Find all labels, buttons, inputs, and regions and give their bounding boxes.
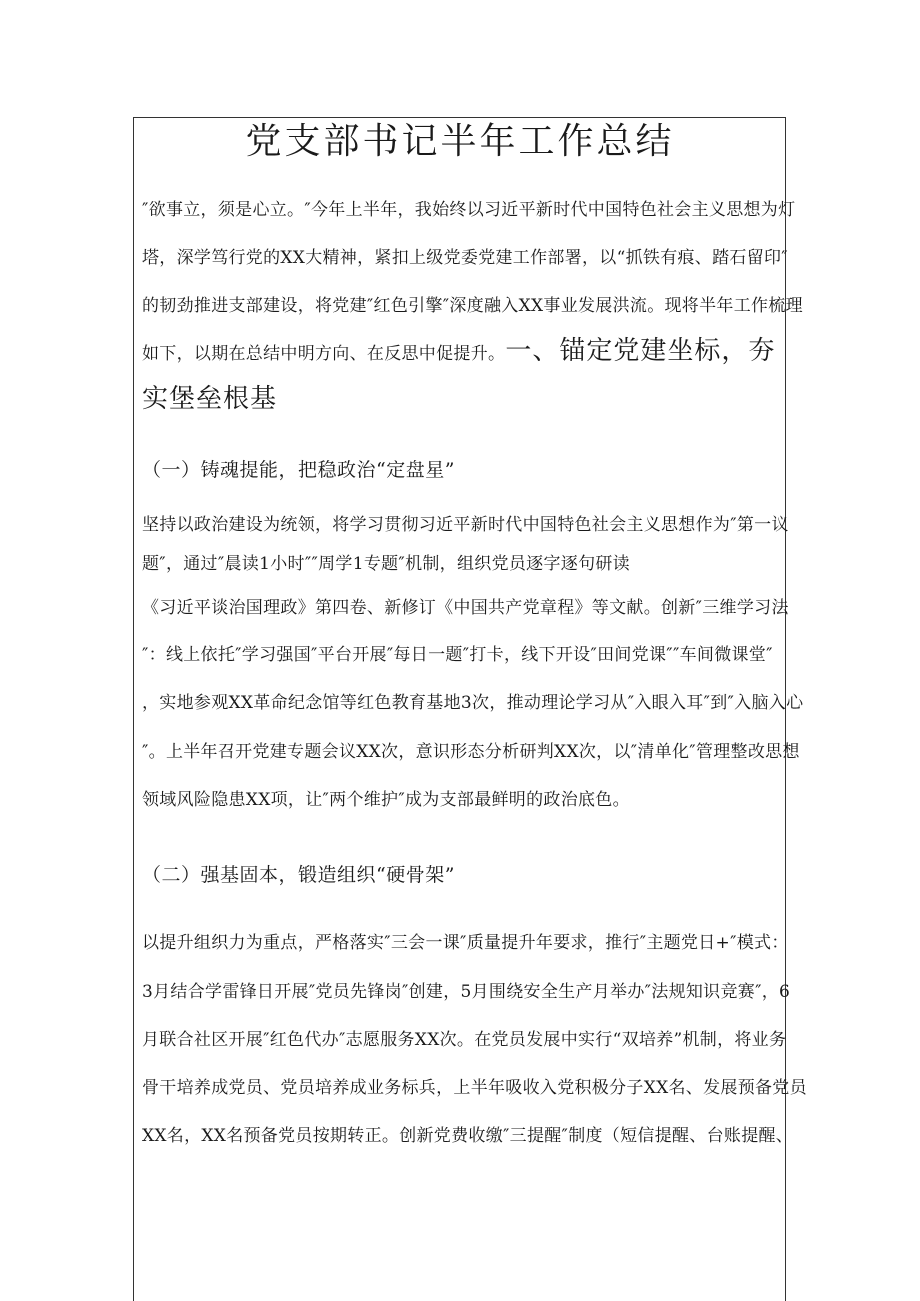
sub2-line-2: 3月结合学雷锋日开展″党员先锋岗″创建，5月围绕安全生产月举办″法规知识竞赛″，6: [142, 982, 791, 1002]
sub2-line-3: 月联合社区开展″红色代办″志愿服务XX次。在党员发展中实行“双培养”机制，将业务: [142, 1030, 787, 1050]
intro-line-2: 塔，深学笃行党的XX大精神，紧扣上级党委党建工作部署，以“抓铁有痕、踏石留印″: [142, 248, 788, 268]
sub1-line-2: 题″，通过″晨读1小时″″周学1专题″机制，组织党员逐字逐句研读: [142, 554, 630, 574]
subsection-2-title: （二）强基固本，锻造组织“硬骨架”: [142, 864, 455, 886]
sub2-line-4: 骨干培养成党员、党员培养成业务标兵，上半年吸收入党积极分子XX名、发展预备党员: [142, 1078, 807, 1098]
sub1-line-5: ，实地参观XX革命纪念馆等红色教育基地3次，推动理论学习从″入眼入耳″到″入脑入心: [142, 693, 804, 713]
sub1-line-7: 领域风险隐患XX项，让″两个维护″成为支部最鲜明的政治底色。: [142, 790, 630, 810]
intro-line-1: ″欲事立，须是心立。″今年上半年，我始终以习近平新时代中国特色社会主义思想为灯: [142, 200, 796, 220]
sub2-line-5: XX名，XX名预备党员按期转正。创新党费收缴″三提醒″制度（短信提醒、台账提醒、: [142, 1126, 794, 1146]
intro-line-4: [142, 338, 775, 364]
intro-tail: 如下，以期在总结中明方向、在反思中促提升。: [142, 344, 506, 364]
sub1-line-4: ″：线上依托″学习强国″平台开展″每日一题″打卡，线下开设″田间党课″″车间微课堂″: [142, 645, 773, 665]
subsection-1-title: （一）铸魂提能，把稳政治“定盘星”: [142, 459, 455, 481]
intro-line-3: 的韧劲推进支部建设，将党建″红色引擎″深度融入XX事业发展洪流。现将半年工作梳理: [142, 296, 803, 316]
sub1-line-6: ″。上半年召开党建专题会议XX次，意识形态分析研判XX次，以″清单化″管理整改思想: [142, 742, 800, 762]
sub1-line-3: 《习近平谈治国理政》第四卷、新修订《中国共产党章程》等文献。创新″三维学习法: [142, 598, 789, 618]
section1-title-part1: 一、锚定党建坐标，夯: [505, 336, 776, 366]
sub1-line-1: 坚持以政治建设为统领，将学习贯彻习近平新时代中国特色社会主义思想作为″第一议: [142, 515, 789, 535]
sub2-line-1: 以提升组织力为重点，严格落实″三会一课″质量提升年要求，推行″主题党日+″模式：: [142, 933, 789, 953]
document-title: 党支部书记半年工作总结: [245, 121, 675, 162]
section1-title-part2: 实堡垒根基: [142, 384, 278, 414]
